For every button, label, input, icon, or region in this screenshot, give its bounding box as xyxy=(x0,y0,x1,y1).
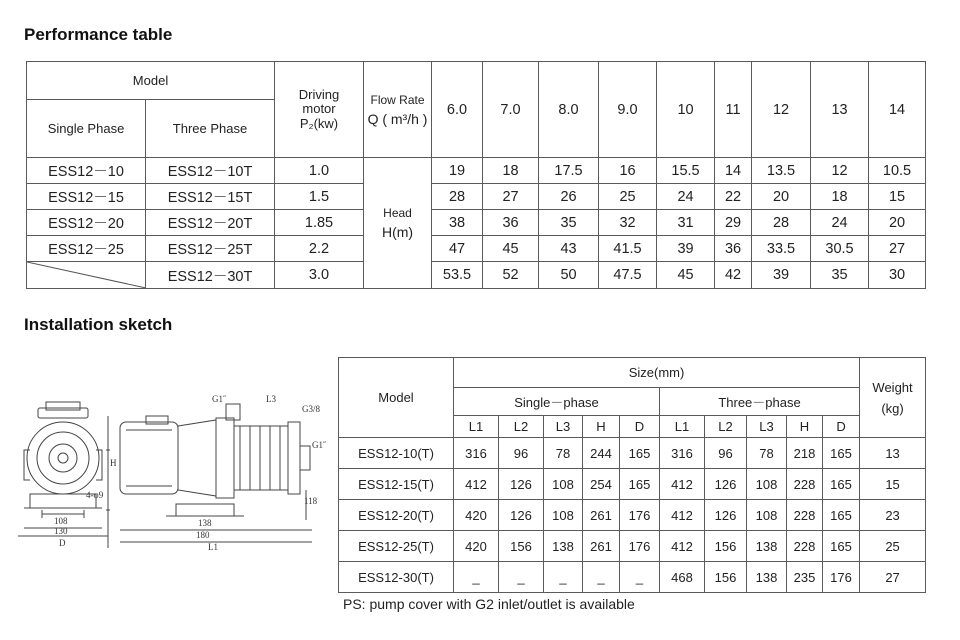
install-model: ESS12-20(T) xyxy=(339,500,454,531)
single-phase-dimension: _ xyxy=(544,562,583,593)
three-phase-model: ESS12－15T xyxy=(146,184,275,210)
flow-rate-label: Flow Rate xyxy=(370,92,425,107)
head-value: 45 xyxy=(483,236,539,262)
three-phase-header: Three Phase xyxy=(146,100,275,158)
single-phase-dimension: 244 xyxy=(583,438,620,469)
dim-label-holes: 4-φ9 xyxy=(86,490,104,500)
weight-label: Weight xyxy=(872,379,913,395)
single-phase-model: ESS12－20 xyxy=(27,210,146,236)
head-value: 15.5 xyxy=(657,158,715,184)
flow-rate-value: 10 xyxy=(657,62,715,158)
flow-unit-label: Q ( m³/h ) xyxy=(367,110,428,127)
table-row xyxy=(27,210,926,236)
dimension-header: L3 xyxy=(747,416,787,438)
flow-rate-value: 12 xyxy=(752,62,811,158)
head-value: 18 xyxy=(811,184,869,210)
weight-header xyxy=(860,358,926,438)
head-value: 43 xyxy=(539,236,599,262)
table-row xyxy=(27,158,926,184)
single-phase-dimension: 96 xyxy=(499,438,544,469)
table-row xyxy=(27,184,926,210)
diagonal-line xyxy=(27,262,146,288)
table-row xyxy=(339,438,926,469)
single-phase-dimension: 412 xyxy=(454,469,499,500)
three-phase-dimension: 228 xyxy=(787,531,823,562)
weight-value: 23 xyxy=(860,500,926,531)
table-row xyxy=(339,469,926,500)
three-phase-dimension: 468 xyxy=(660,562,705,593)
head-value: 30.5 xyxy=(811,236,869,262)
install-three-phase-header: Three－phase xyxy=(660,388,860,416)
three-phase-dimension: 165 xyxy=(823,469,860,500)
three-phase-dimension: 138 xyxy=(747,562,787,593)
dimension-header: L1 xyxy=(454,416,499,438)
table-row xyxy=(339,562,926,593)
table-row xyxy=(339,500,926,531)
head-value: 47 xyxy=(432,236,483,262)
single-phase-dimension: 176 xyxy=(620,500,660,531)
head-value: 32 xyxy=(599,210,657,236)
table-row xyxy=(27,236,926,262)
head-value: 36 xyxy=(483,210,539,236)
head-value: 50 xyxy=(539,262,599,289)
dim-label-138: 138 xyxy=(198,518,212,528)
dimension-header: D xyxy=(620,416,660,438)
head-value: 20 xyxy=(752,184,811,210)
installation-sketch-drawing xyxy=(16,380,336,560)
head-value: 19 xyxy=(432,158,483,184)
dimension-header: L2 xyxy=(499,416,544,438)
head-value: 45 xyxy=(657,262,715,289)
three-phase-dimension: 96 xyxy=(705,438,747,469)
flow-rate-value: 11 xyxy=(715,62,752,158)
three-phase-dimension: 156 xyxy=(705,531,747,562)
head-value: 25 xyxy=(599,184,657,210)
flow-rate-value: 13 xyxy=(811,62,869,158)
head-value: 12 xyxy=(811,158,869,184)
three-phase-dimension: 228 xyxy=(787,469,823,500)
single-phase-dimension: 254 xyxy=(583,469,620,500)
head-value: 24 xyxy=(657,184,715,210)
three-phase-dimension: 165 xyxy=(823,531,860,562)
single-phase-dimension: 126 xyxy=(499,469,544,500)
single-phase-dimension: 420 xyxy=(454,500,499,531)
head-value: 39 xyxy=(657,236,715,262)
single-phase-dimension: 78 xyxy=(544,438,583,469)
three-phase-dimension: 126 xyxy=(705,500,747,531)
head-value: 24 xyxy=(811,210,869,236)
single-phase-model: ESS12－15 xyxy=(27,184,146,210)
empty-diagonal-cell xyxy=(27,262,146,289)
dim-label-g1-top: G1˝ xyxy=(212,394,226,404)
single-phase-dimension: 126 xyxy=(499,500,544,531)
flow-rate-header xyxy=(364,62,432,158)
dimension-header: L1 xyxy=(660,416,705,438)
three-phase-dimension: 228 xyxy=(787,500,823,531)
head-value: 35 xyxy=(539,210,599,236)
flow-rate-value: 6.0 xyxy=(432,62,483,158)
three-phase-model: ESS12－30T xyxy=(146,262,275,289)
dim-label-l3: L3 xyxy=(266,394,276,404)
three-phase-dimension: 108 xyxy=(747,469,787,500)
single-phase-dimension: _ xyxy=(454,562,499,593)
weight-value: 27 xyxy=(860,562,926,593)
weight-value: 13 xyxy=(860,438,926,469)
single-phase-dimension: 108 xyxy=(544,500,583,531)
driving-motor-label: Driving motor xyxy=(298,87,340,116)
single-phase-header: Single Phase xyxy=(27,100,146,158)
install-single-phase-header: Single－phase xyxy=(454,388,660,416)
three-phase-dimension: 412 xyxy=(660,469,705,500)
head-value: 10.5 xyxy=(869,158,926,184)
head-value: 52 xyxy=(483,262,539,289)
head-value: 42 xyxy=(715,262,752,289)
dim-label-180: 180 xyxy=(196,530,210,540)
head-value: 17.5 xyxy=(539,158,599,184)
table-row xyxy=(27,262,926,289)
three-phase-dimension: 218 xyxy=(787,438,823,469)
single-phase-dimension: _ xyxy=(583,562,620,593)
three-phase-dimension: 316 xyxy=(660,438,705,469)
three-phase-model: ESS12－20T xyxy=(146,210,275,236)
head-label: Head xyxy=(383,206,412,220)
single-phase-dimension: 165 xyxy=(620,469,660,500)
install-model: ESS12-25(T) xyxy=(339,531,454,562)
single-phase-dimension: 156 xyxy=(499,531,544,562)
dim-label-d: D xyxy=(59,538,66,548)
three-phase-dimension: 235 xyxy=(787,562,823,593)
head-value: 20 xyxy=(869,210,926,236)
head-value: 39 xyxy=(752,262,811,289)
head-value: 47.5 xyxy=(599,262,657,289)
model-header: Model xyxy=(27,62,275,100)
size-header: Size(mm) xyxy=(454,358,860,388)
head-value: 14 xyxy=(715,158,752,184)
head-value: 22 xyxy=(715,184,752,210)
three-phase-dimension: 156 xyxy=(705,562,747,593)
head-value: 13.5 xyxy=(752,158,811,184)
dim-label-g3-8: G3/8 xyxy=(302,404,320,414)
power-unit-label: P₂(kw) xyxy=(299,116,339,131)
installation-sketch-title: Installation sketch xyxy=(24,315,173,334)
single-phase-dimension: 108 xyxy=(544,469,583,500)
head-unit-label: H(m) xyxy=(381,224,414,240)
head-value: 29 xyxy=(715,210,752,236)
availability-note: PS: pump cover with G2 inlet/outlet is available xyxy=(343,596,635,612)
motor-power: 1.0 xyxy=(275,158,364,184)
head-label-cell xyxy=(364,158,432,289)
three-phase-dimension: 412 xyxy=(660,531,705,562)
motor-power: 1.5 xyxy=(275,184,364,210)
dim-label-g1-side: G1˝ xyxy=(312,440,326,450)
install-model: ESS12-30(T) xyxy=(339,562,454,593)
single-phase-dimension: 261 xyxy=(583,531,620,562)
three-phase-dimension: 176 xyxy=(823,562,860,593)
flow-rate-value: 8.0 xyxy=(539,62,599,158)
head-value: 53.5 xyxy=(432,262,483,289)
three-phase-dimension: 126 xyxy=(705,469,747,500)
single-phase-dimension: _ xyxy=(620,562,660,593)
single-phase-dimension: 261 xyxy=(583,500,620,531)
head-value: 31 xyxy=(657,210,715,236)
dim-label-l1: L1 xyxy=(208,542,218,552)
weight-value: 15 xyxy=(860,469,926,500)
motor-power: 1.85 xyxy=(275,210,364,236)
head-value: 38 xyxy=(432,210,483,236)
single-phase-dimension: _ xyxy=(499,562,544,593)
install-model: ESS12-10(T) xyxy=(339,438,454,469)
install-model-header: Model xyxy=(339,358,454,438)
single-phase-model: ESS12－10 xyxy=(27,158,146,184)
dim-label-130: 130 xyxy=(54,526,68,536)
three-phase-model: ESS12－10T xyxy=(146,158,275,184)
dim-label-118: 118 xyxy=(304,496,318,506)
single-phase-dimension: 176 xyxy=(620,531,660,562)
head-value: 30 xyxy=(869,262,926,289)
weight-value: 25 xyxy=(860,531,926,562)
dimension-header: D xyxy=(823,416,860,438)
head-value: 15 xyxy=(869,184,926,210)
head-value: 27 xyxy=(869,236,926,262)
head-value: 18 xyxy=(483,158,539,184)
dim-label-h: H xyxy=(110,458,117,468)
flow-rate-value: 9.0 xyxy=(599,62,657,158)
flow-rate-value: 7.0 xyxy=(483,62,539,158)
head-value: 35 xyxy=(811,262,869,289)
motor-power: 2.2 xyxy=(275,236,364,262)
head-value: 41.5 xyxy=(599,236,657,262)
performance-table-title: Performance table xyxy=(24,25,173,44)
installation-size-table xyxy=(338,357,926,593)
three-phase-model: ESS12－25T xyxy=(146,236,275,262)
three-phase-dimension: 165 xyxy=(823,500,860,531)
dimension-header: L3 xyxy=(544,416,583,438)
weight-unit-label: (kg) xyxy=(881,400,904,416)
three-phase-dimension: 165 xyxy=(823,438,860,469)
head-value: 27 xyxy=(483,184,539,210)
single-phase-dimension: 165 xyxy=(620,438,660,469)
single-phase-dimension: 420 xyxy=(454,531,499,562)
dim-label-108: 108 xyxy=(54,516,68,526)
head-value: 28 xyxy=(432,184,483,210)
single-phase-dimension: 316 xyxy=(454,438,499,469)
single-phase-model: ESS12－25 xyxy=(27,236,146,262)
dimension-header: H xyxy=(787,416,823,438)
head-value: 16 xyxy=(599,158,657,184)
flow-rate-value: 14 xyxy=(869,62,926,158)
dimension-header: H xyxy=(583,416,620,438)
head-value: 26 xyxy=(539,184,599,210)
driving-motor-header xyxy=(275,62,364,158)
performance-table xyxy=(26,61,926,289)
three-phase-dimension: 412 xyxy=(660,500,705,531)
three-phase-dimension: 78 xyxy=(747,438,787,469)
head-value: 36 xyxy=(715,236,752,262)
motor-power: 3.0 xyxy=(275,262,364,289)
head-value: 28 xyxy=(752,210,811,236)
single-phase-dimension: 138 xyxy=(544,531,583,562)
table-row xyxy=(339,531,926,562)
head-value: 33.5 xyxy=(752,236,811,262)
three-phase-dimension: 138 xyxy=(747,531,787,562)
dimension-header: L2 xyxy=(705,416,747,438)
three-phase-dimension: 108 xyxy=(747,500,787,531)
install-model: ESS12-15(T) xyxy=(339,469,454,500)
